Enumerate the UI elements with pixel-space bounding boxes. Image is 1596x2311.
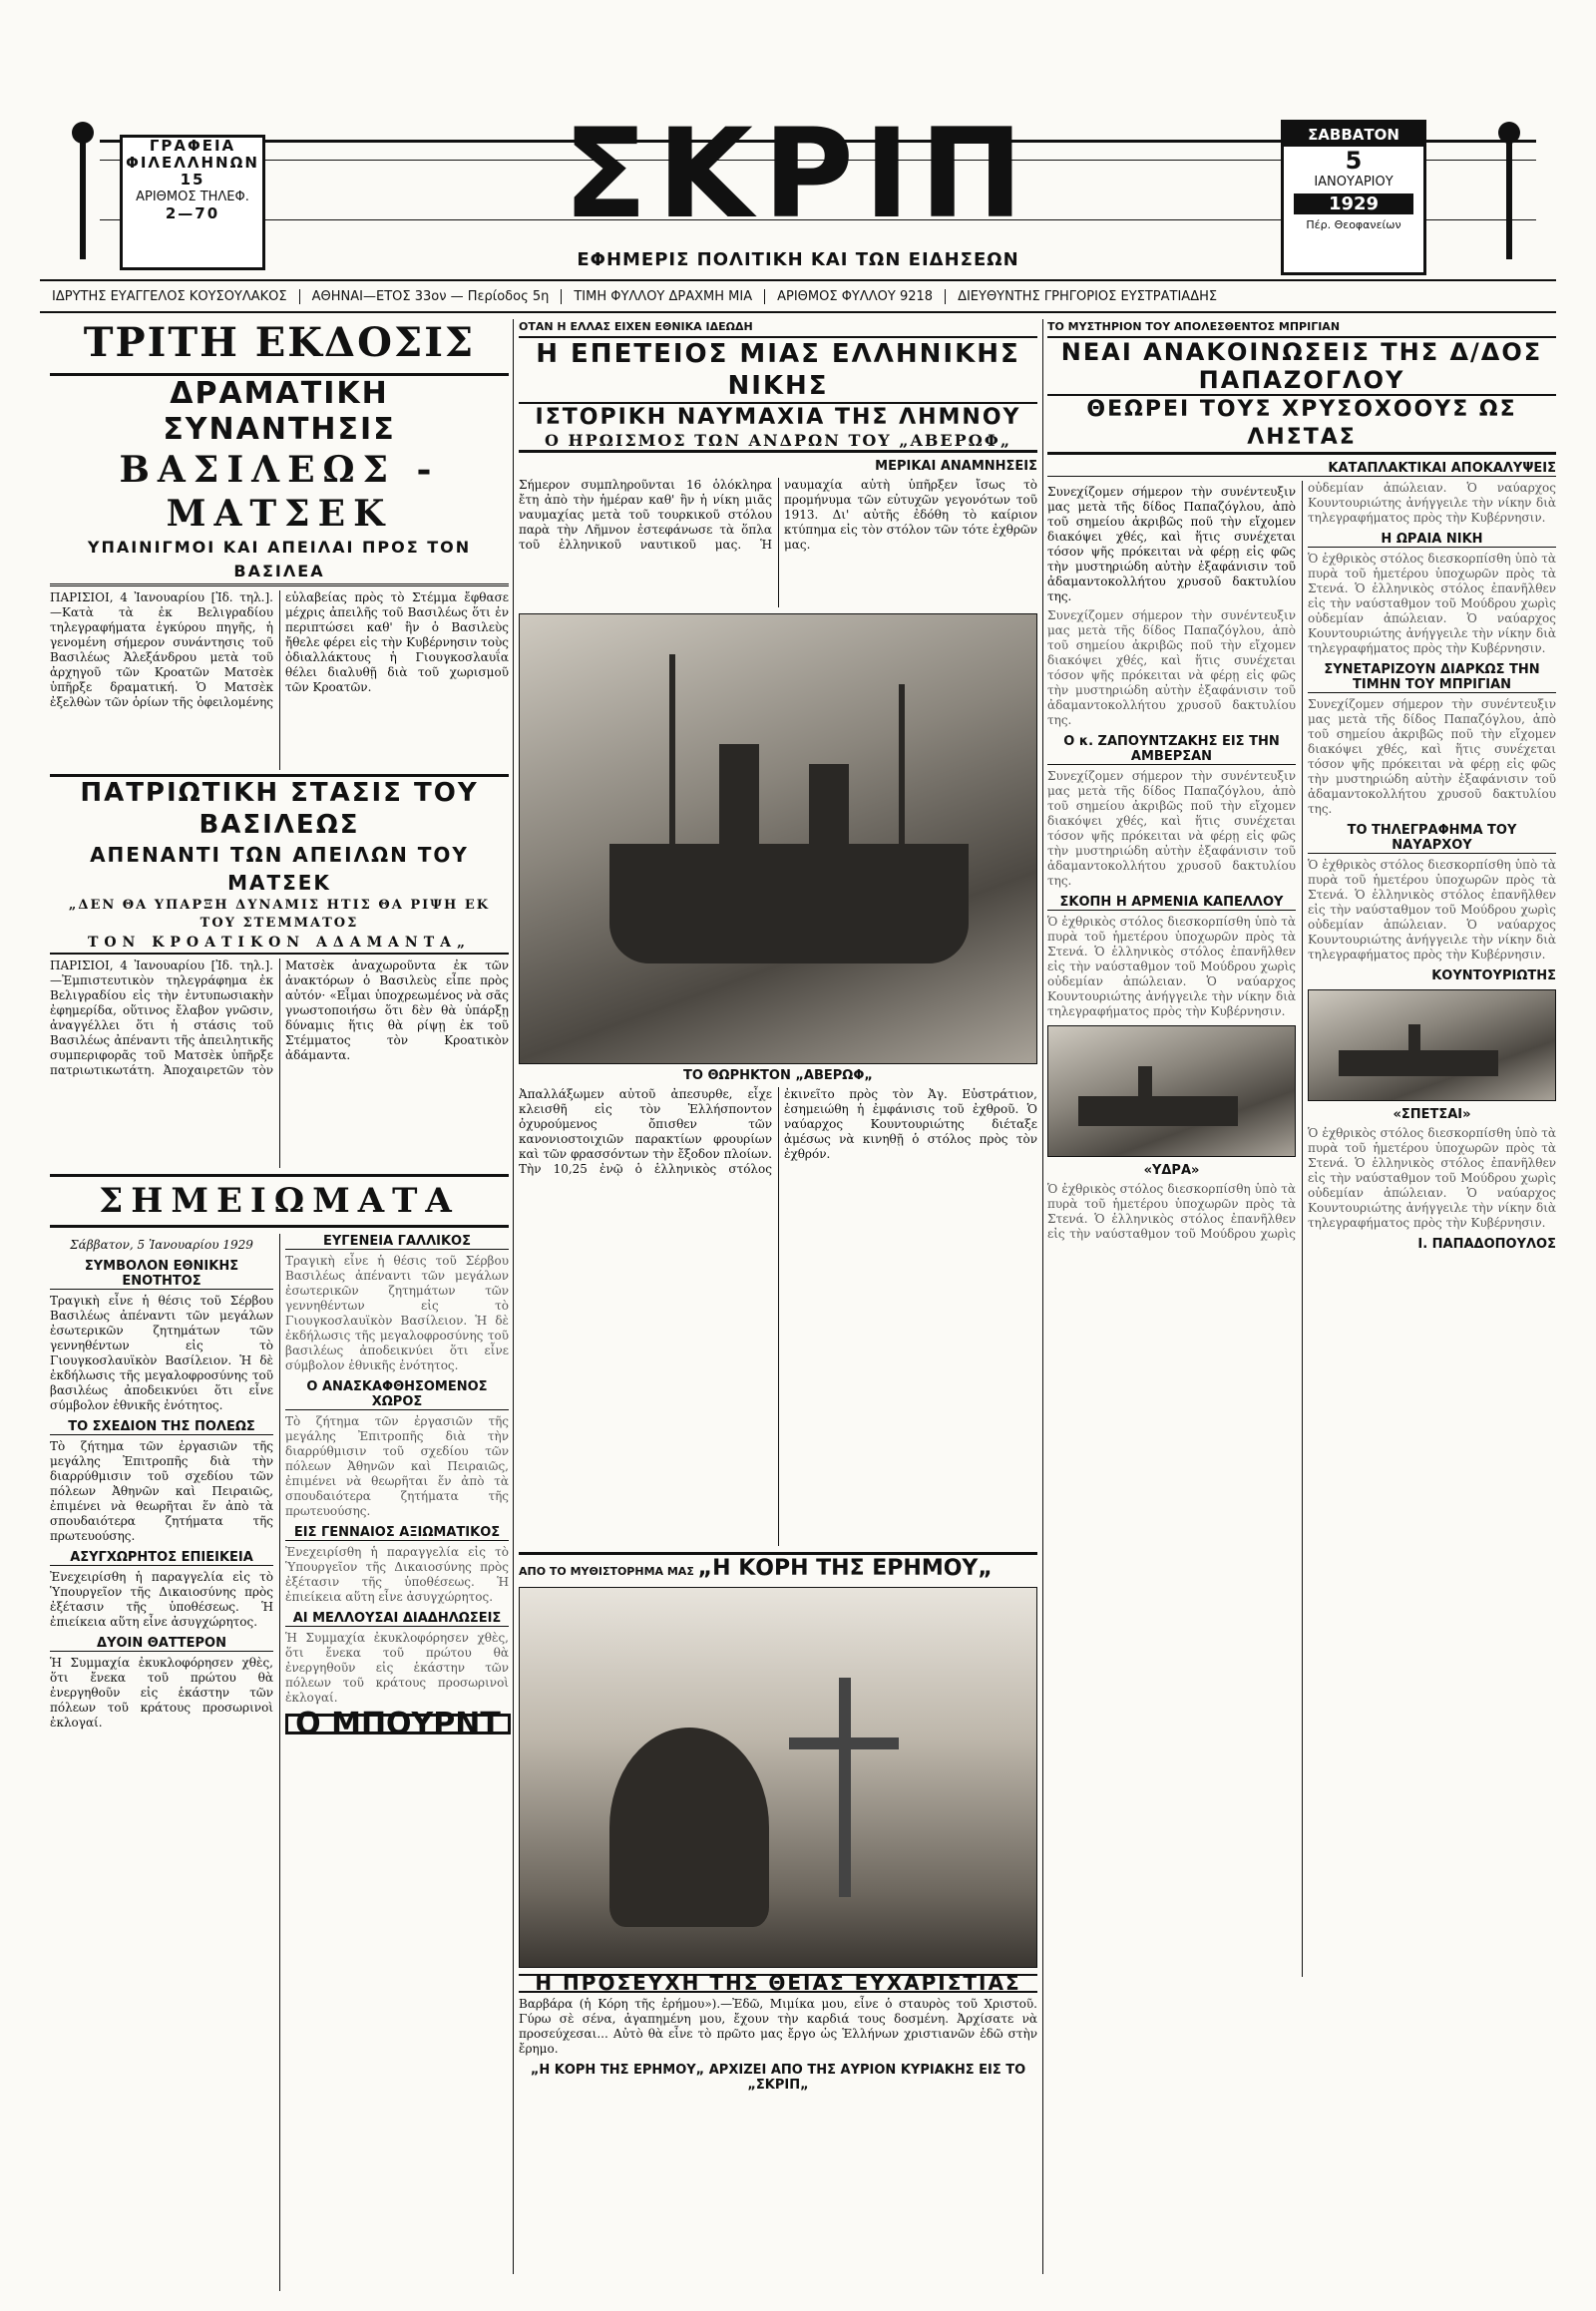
headline-naval-battle: ΙΣΤΟΡΙΚΗ ΝΑΥΜΑΧΙΑ ΤΗΣ ΛΗΜΝΟΥ xyxy=(535,405,1021,430)
article-serial: Βαρβάρα (ἡ Κόρη τῆς ἐρήμου»).—Ἐδῶ, Μιμίκα μου, εἶνε ὁ σταυρὸς τοῦ Χριστοῦ. Γύρω σὲ σένα, ἀγαπημένη μου, ἔχουν τὴν καρδιά τους δοσμένη. Ἀρχίσατε νὰ προσεύχεσαι... Αὐτὸ θὰ εἶνε τὸ πρῶτο μας ἔργο ὡς Ἑλλήνων χριστιανῶν ἐδῶ στὴν ἔρημο. xyxy=(519,1997,1037,2056)
note-title: Ο ΑΝΑΣΚΑΦΘΗΣΟΜΕΝΟΣ ΧΩΡΟΣ xyxy=(285,1379,509,1410)
article-brigian xyxy=(1047,481,1556,1977)
decorative-post-right xyxy=(1506,130,1512,259)
paper-title: ΣΚΡΙΠ xyxy=(563,103,1033,246)
date-month: ΙΑΝΟΥΑΡΙΟΥ xyxy=(1314,175,1394,190)
ship-funnel-shape xyxy=(1138,1066,1152,1096)
article-text: Συνεχίζομεν σήμερον τὴν συνέντευξιν μας μετὰ τῆς δίδος Παπαζόγλου, ἀπὸ τοῦ σημείου ἀκριβῶς ποῦ τὴν εἴχομεν διακόψει χθές, καὶ ἥτις συνέχεται τόσον ψῆς πρόκειται νὰ φέρῃ εἰς φῶς τὴν μυστηριώδη αὐτὴν ἐξαφάνισιν τοῦ ἀδαμαντοκολλήτου χρυσοῦ δακτυλίου της. xyxy=(1047,608,1296,727)
photo-caption-spetsai: «ΣΠΕΤΣΑΙ» xyxy=(1393,1107,1471,1122)
article-text: Συνεχίζομεν σήμερον τὴν συνέντευξιν μας μετὰ τῆς δίδος Παπαζόγλου, ἀπὸ τοῦ σημείου ἀκριβῶς ποῦ τὴν εἴχομεν διακόψει χθές, καὶ ἥτις συνέχεται τόσον ψῆς πρόκειται νὰ φέρῃ εἰς φῶς τὴν μυστηριώδη αὐτὴν ἐξαφάνισιν τοῦ ἀδαμαντοκολλήτου χρυσοῦ δακτυλίου της. xyxy=(1047,485,1296,603)
notes-date: Σάββατον, 5 Ἰανουαρίου 1929 xyxy=(70,1238,253,1252)
date-box xyxy=(1281,120,1426,275)
note-title: ΔΥΟΙΝ ΘΑΤΤΕΡΟΝ xyxy=(50,1636,273,1652)
decorative-post-left xyxy=(80,130,86,259)
office-box-line: 2—70 xyxy=(165,204,220,222)
ship-funnel-shape xyxy=(809,764,849,844)
article-meeting: ΠΑΡΙΣΙΟΙ, 4 Ἰανουαρίου [Ἰδ. τηλ.].—Κατὰ τὰ ἐκ Βελιγραδίου τηλεγραφήματα ἐγκύρου πηγῆς, ἡ γενομένη σήμερον συνάντησις τοῦ Βασιλέως Ἀλεξάνδρου μετὰ τοῦ ἀρχηγοῦ τῶν Κροατῶν Ματσὲκ ὑπῆρξε δραματική. Ὁ Ματσὲκ ἐξελθὼν τῶν ὁρίων τῆς ὀφειλομένης εὐλαβείας πρὸς τὸ Στέμμα ἔφθασε μέχρις ἀπειλῆς τοῦ Βασιλέως ὅτι ἐν περιπτώσει καθ' ἣν ὁ Βασιλεὺς ἤθελε φέρει εἰς τὴν Κυβέρνησιν τοὺς ὀδιαλλάκτους ἡ Γιουγκοσλαυΐα θέλει διαλυθῇ διὰ τοῦ χωρισμοῦ τῶν Κροατῶν. xyxy=(50,590,509,709)
subheading: ΤΟ ΤΗΛΕΓΡΑΦΗΜΑ ΤΟΥ ΝΑΥΑΡΧΟΥ xyxy=(1308,823,1556,854)
office-box-line: ΑΡΙΘΜΟΣ ΤΗΛΕΦ. xyxy=(136,190,249,204)
headline-against-threats: ΑΠΕΝΑΝΤΙ ΤΩΝ ΑΠΕΙΛΩΝ ΤΟΥ ΜΑΤΣΕΚ xyxy=(90,843,469,895)
ship-hull-shape xyxy=(609,844,969,963)
article-text: Ὁ ἐχθρικὸς στόλος διεσκορπίσθη ὑπὸ τὰ πυρὰ τοῦ ἡμετέρου ὑποχωρῶν πρὸς τὰ Στενά. Ὁ ἑλληνικὸς στόλος ἐπανῆλθεν εἰς τὴν ναύσταθμον τοῦ Μούδρου χωρὶς οὐδεμίαν ἀπώλειαν. Ὁ ναύαρχος Κουντουριώτης ἀνήγγειλε τὴν νίκην διὰ τηλεγραφήματος πρὸς τὴν Κυβέρνησιν. xyxy=(1308,858,1556,962)
headline-heroism: Ο ΗΡΩΙΣΜΟΣ ΤΩΝ ΑΝΔΡΩΝ ΤΟΥ „ΑΒΕΡΩΦ„ xyxy=(519,432,1037,453)
kicker: ΤΟ ΜΥΣΤΗΡΙΟΝ ΤΟΥ ΑΠΟΛΕΣΘΕΝΤΟΣ ΜΠΡΙΓΙΑΝ xyxy=(1047,319,1556,338)
subheading-memories: ΜΕΡΙΚΑΙ ΑΝΑΜΝΗΣΕΙΣ xyxy=(875,459,1037,474)
kicker: ΟΤΑΝ Η ΕΛΛΑΣ ΕΙΧΕΝ ΕΘΝΙΚΑ ΙΔΕΩΔΗ xyxy=(519,319,1037,338)
issue-number: ΑΡΙΘΜΟΣ ΦΥΛΛΟΥ 9218 xyxy=(765,289,946,304)
price: ΤΙΜΗ ΦΥΛΛΟΥ ΔΡΑΧΜΗ ΜΙΑ xyxy=(562,289,765,304)
note-text: Ἡ Συμμαχία ἐκυκλοφόρησεν χθὲς, ὅτι ἔνεκα τοῦ πρώτου θὰ ἐνεργηθοῦν εἰς ἑκάστην τῶν πόλεων τοῦ κράτους προσωρινοὶ ἐκλογαί. xyxy=(285,1631,509,1705)
edition-heading: ΤΡΙΤΗ ΕΚΔΟΣΙΣ xyxy=(50,319,509,376)
figure-shape xyxy=(609,1728,769,1927)
serial-announcement: „Η ΚΟΡΗ ΤΗΣ ΕΡΗΜΟΥ„ ΑΡΧΙΖΕΙ ΑΠΟ ΤΗΣ ΑΥΡΙΟΝ ΚΥΡΙΑΚΗΣ ΕΙΣ ΤΟ „ΣΚΡΙΠ„ xyxy=(530,2063,1026,2093)
author-signature: Ι. ΠΑΠΑΔΟΠΟΥΛΟΣ xyxy=(1417,1237,1556,1252)
note-title: ΤΟ ΣΧΕΔΙΟΝ ΤΗΣ ΠΟΛΕΩΣ xyxy=(50,1419,273,1435)
notes-columns xyxy=(50,1234,509,2291)
note-text: Τραγικὴ εἶνε ἡ θέσις τοῦ Σέρβου Βασιλέως ἀπέναντι τῶν μεγάλων ἐσωτερικῶν ζητημάτων τῶν γεννηθέντων εἰς τὸ Γιουγκοσλαυϊκὸν Βασίλειον. Ἡ δὲ ἐκδήλωσις τῆς μεγαλοφροσύνης τοῦ βασιλέως ἀποδεικνύει ὅτι εἶνε σύμβολον ἐθνικῆς ἐνότητος. xyxy=(285,1254,509,1372)
note-text: Τὸ ζήτημα τῶν ἐργασιῶν τῆς μεγάλης Ἐπιτροπῆς διὰ τὴν διαρρύθμισιν τοῦ σχεδίου τῶν πόλεων Ἀθηνῶν καὶ Πειραιῶς, ἐπιμένει νὰ θεωρῆται ἕν ἀπὸ τὰ σπουδαιότερα ζητήματα τῆς πρωτευούσης. xyxy=(285,1414,509,1518)
office-box-line: ΦΙΛΕΛΛΗΝΩΝ 15 xyxy=(126,154,259,189)
ship-shape xyxy=(1339,1050,1498,1076)
note-text: Τραγικὴ εἶνε ἡ θέσις τοῦ Σέρβου Βασιλέως ἀπέναντι τῶν μεγάλων ἐσωτερικῶν ζητημάτων τῶν γεννηθέντων εἰς τὸ Γιουγκοσλαυϊκὸν Βασίλειον. Ἡ δὲ ἐκδήλωσις τῆς μεγαλοφροσύνης τοῦ βασιλέως ἀποδεικνύει ὅτι εἶνε σύμβολον ἐθνικῆς ἐνότητος. xyxy=(50,1294,273,1412)
subheading-revelations: ΚΑΤΑΠΛΑΚΤΙΚΑΙ ΑΠΟΚΑΛΥΨΕΙΣ xyxy=(1047,461,1556,477)
notes-heading: ΣΗΜΕΙΩΜΑΤΑ xyxy=(50,1174,509,1228)
headline-announcements: ΝΕΑΙ ΑΝΑΚΟΙΝΩΣΕΙΣ ΤΗΣ Δ/ΔΟΣ ΠΑΠΑΖΟΓΛΟΥ xyxy=(1047,338,1556,396)
office-box xyxy=(120,135,265,270)
headline-threats: ΥΠΑΙΝΙΓΜΟΙ ΚΑΙ ΑΠΕΙΛΑΙ ΠΡΟΣ ΤΟΝ ΒΑΣΙΛΕΑ xyxy=(50,536,509,586)
signature-admiral: ΚΟΥΝΤΟΥΡΙΩΤΗΣ xyxy=(1431,968,1556,983)
info-strip xyxy=(40,279,1556,313)
paper-subtitle: ΕΦΗΜΕΡΙΣ ΠΟΛΙΤΙΚΗ ΚΑΙ ΤΩΝ ΕΙΔΗΣΕΩΝ xyxy=(577,249,1019,270)
column-rule xyxy=(1042,319,1043,2274)
subheading: ΣΥΝΕΤΑΡΙΖΟΥΝ ΔΙΑΡΚΩΣ ΤΗΝ ΤΙΜΗΝ ΤΟΥ ΜΠΡΙΓΙΑΝ xyxy=(1308,662,1556,693)
year-period: ΑΘΗΝΑΙ—ΕΤΟΣ 33ον — Περίοδος 5η xyxy=(300,289,563,304)
article-text: Ὁ ἐχθρικὸς στόλος διεσκορπίσθη ὑπὸ τὰ πυρὰ τοῦ ἡμετέρου ὑποχωρῶν πρὸς τὰ Στενά. Ὁ ἑλληνικὸς στόλος ἐπανῆλθεν εἰς τὴν ναύσταθμον τοῦ Μούδρου χωρὶς οὐδεμίαν ἀπώλειαν. Ὁ ναύαρχος Κουντουριώτης ἀνήγγειλε τὴν νίκην διὰ τηλεγραφήματος πρὸς τὴν Κυβέρνησιν. xyxy=(1047,915,1296,1018)
photo-spetsai xyxy=(1308,989,1556,1101)
headline-king-matsek: ΒΑΣΙΛΕΩΣ - ΜΑΤΣΕΚ xyxy=(119,449,440,535)
masthead xyxy=(60,100,1536,279)
office-box-line: ΓΡΑΦΕΙΑ xyxy=(149,137,236,155)
subheading: Η ΩΡΑΙΑ ΝΙΚΗ xyxy=(1308,532,1556,548)
cross-shape xyxy=(839,1678,851,1897)
article-text: Συνεχίζομεν σήμερον τὴν συνέντευξιν μας μετὰ τῆς δίδος Παπαζόγλου, ἀπὸ τοῦ σημείου ἀκριβῶς ποῦ τὴν εἴχομεν διακόψει χθές, καὶ ἥτις συνέχεται τόσον ψῆς πρόκειται νὰ φέρῃ εἰς φῶς τὴν μυστηριώδη αὐτὴν ἐξαφάνισιν τοῦ ἀδαμαντοκολλήτου χρυσοῦ δακτυλίου της. xyxy=(1308,697,1556,816)
ship-mast-shape xyxy=(899,684,905,844)
director: ΔΙΕΥΘΥΝΤΗΣ ΓΡΗΓΟΡΙΟΣ ΕΥΣΤΡΑΤΙΑΔΗΣ xyxy=(958,288,1218,304)
ship-funnel-shape xyxy=(719,744,759,844)
photo-serial xyxy=(519,1587,1037,1968)
article-battle: Σήμερον συμπληροῦνται 16 ὁλόκληρα ἔτη ἀπὸ τὴν ἡμέραν καθ' ἣν ἡ νίκη μιᾶς ναυμαχίας μετὰ τοῦ τουρκικοῦ στόλου παρὰ τὴν Λῆμνον ἐστεφάνωσε τὰ ὅπλα τοῦ ἑλληνικοῦ ναυτικοῦ μας. Ἡ ναυμαχία αὐτὴ ὑπῆρξεν ἴσως τὸ προμήνυμα τῶν εὐτυχῶν γεγονότων τοῦ 1913. Δι' αὐτῆς ἐδόθη τὸ καίριον κτύπημα εἰς τὸν στόλον τῶν τότε ἐχθρῶν μας. xyxy=(519,478,1037,552)
ship-funnel-shape xyxy=(1408,1024,1420,1050)
date-day: ΣΑΒΒΑΤΟΝ xyxy=(1284,123,1423,147)
cross-shape xyxy=(789,1737,899,1749)
photo-ydra xyxy=(1047,1025,1296,1157)
serial-header xyxy=(519,1552,1037,1583)
note-title: ΑΙ ΜΕΛΛΟΥΣΑΙ ΔΙΑΔΗΛΩΣΕΙΣ xyxy=(285,1611,509,1627)
column-middle xyxy=(519,319,1037,2095)
headline-meeting: ΔΡΑΜΑΤΙΚΗ ΣΥΝΑΝΤΗΣΙΣ xyxy=(163,376,396,447)
headline-prayer: Η ΠΡΟΣΕΥΧΗ ΤΗΣ ΘΕΙΑΣ ΕΥΧΑΡΙΣΤΙΑΣ xyxy=(519,1974,1037,1993)
headline-anniversary: Η ΕΠΕΤΕΙΟΣ ΜΙΑΣ ΕΛΛΗΝΙΚΗΣ ΝΙΚΗΣ xyxy=(519,338,1037,404)
subheading: ΣΚΟΠΗ Η ΑΡΜΕΝΙΑ ΚΑΠΕΛΛΟΥ xyxy=(1047,895,1296,911)
headline-goldsmiths: ΘΕΩΡΕΙ ΤΟΥΣ ΧΡΥΣΟΧΟΟΥΣ ΩΣ ΛΗΣΤΑΣ xyxy=(1047,396,1556,455)
article-patriotic: ΠΑΡΙΣΙΟΙ, 4 Ἰανουαρίου [Ἰδ. τηλ.].—Ἐμπιστευτικὸν τηλεγράφημα ἐκ Βελιγραδίου εἰς τὴν ἐντυπωσιακὴν ἐφημερίδα, οὕτινος ἔλαβον γνῶσιν, ἀναγγέλλει ὅτι ἡ στάσις τοῦ Βασιλέως ἀπέναντι τῆς ἀπειλητικῆς συμπεριφορᾶς τοῦ Ματσὲκ ὑπῆρξε πατριωτικωτάτη. Ἀποχαιρετῶν τὸν Ματσὲκ ἀναχωροῦντα ἐκ τῶν ἀνακτόρων ὁ Βασιλεὺς εἶπε πρὸς αὐτόν· «Εἶμαι ὑποχρεωμένος νὰ σᾶς γνωστοποιήσω ὅτι δὲν θὰ ὑπάρξῃ δύναμις ἥτις θὰ ρίψῃ ἐκ τοῦ Στέμματος τὸν Κροατικὸν ἀδάμαντα. xyxy=(50,959,509,1077)
headline-quote-2: ΤΟΝ ΚΡΟΑΤΙΚΟΝ ΑΔΑΜΑΝΤΑ„ xyxy=(50,933,509,955)
note-text: Τὸ ζήτημα τῶν ἐργασιῶν τῆς μεγάλης Ἐπιτροπῆς διὰ τὴν διαρρύθμισιν τοῦ σχεδίου τῶν πόλεων Ἀθηνῶν καὶ Πειραιῶς, ἐπιμένει νὰ θεωρῆται ἕν ἀπὸ τὰ σπουδαιότερα ζητήματα τῆς πρωτευούσης. xyxy=(50,1439,273,1543)
article-text: Ὁ ἐχθρικὸς στόλος διεσκορπίσθη ὑπὸ τὰ πυρὰ τοῦ ἡμετέρου ὑποχωρῶν πρὸς τὰ Στενά. Ὁ ἑλληνικὸς στόλος ἐπανῆλθεν εἰς τὴν ναύσταθμον τοῦ Μούδρου χωρὶς οὐδεμίαν ἀπώλειαν. Ὁ ναύαρχος Κουντουριώτης ἀνήγγειλε τὴν νίκην διὰ τηλεγραφήματος πρὸς τὴν Κυβέρνησιν. xyxy=(1047,481,1556,1241)
photo-caption-ydra: «ΥΔΡΑ» xyxy=(1143,1163,1200,1178)
date-year: 1929 xyxy=(1294,193,1413,214)
date-extra: Πέρ. Θεοφανείων xyxy=(1306,218,1401,231)
article-text: Συνεχίζομεν σήμερον τὴν συνέντευξιν μας μετὰ τῆς δίδος Παπαζόγλου, ἀπὸ τοῦ σημείου ἀκριβῶς ποῦ τὴν εἴχομεν διακόψει χθές, καὶ ἥτις συνέχεται τόσον ψῆς πρόκειται νὰ φέρῃ εἰς φῶς τὴν μυστηριώδη αὐτὴν ἐξαφάνισιν τοῦ ἀδαμαντοκολλήτου χρυσοῦ δακτυλίου της. xyxy=(1047,769,1296,888)
photo-caption-averof: ΤΟ ΘΩΡΗΚΤΟΝ „ΑΒΕΡΩΦ„ xyxy=(683,1068,873,1083)
subheading: Ο κ. ΖΑΠΟΥΝΤΖΑΚΗΣ ΕΙΣ ΤΗΝ ΑΜΒΕΡΣΑΝ xyxy=(1047,734,1296,765)
note-title: ΕΙΣ ΓΕΝΝΑΙΟΣ ΑΞΙΩΜΑΤΙΚΟΣ xyxy=(285,1525,509,1541)
note-title: ΑΣΥΓΧΩΡΗΤΟΣ ΕΠΙΕΙΚΕΙΑ xyxy=(50,1550,273,1566)
article-text: Ὁ ἐχθρικὸς στόλος διεσκορπίσθη ὑπὸ τὰ πυρὰ τοῦ ἡμετέρου ὑποχωρῶν πρὸς τὰ Στενά. Ὁ ἑλληνικὸς στόλος ἐπανῆλθεν εἰς τὴν ναύσταθμον τοῦ Μούδρου χωρὶς οὐδεμίαν ἀπώλειαν. Ὁ ναύαρχος Κουντουριώτης ἀνήγγειλε τὴν νίκην διὰ τηλεγραφήματος πρὸς τὴν Κυβέρνησιν. xyxy=(1308,1126,1556,1230)
article-text: Ὁ ἐχθρικὸς στόλος διεσκορπίσθη ὑπὸ τὰ πυρὰ τοῦ ἡμετέρου ὑποχωρῶν πρὸς τὰ Στενά. Ὁ ἑλληνικὸς στόλος ἐπανῆλθεν εἰς τὴν ναύσταθμον τοῦ Μούδρου χωρὶς οὐδεμίαν ἀπώλειαν. Ὁ ναύαρχος Κουντουριώτης ἀνήγγειλε τὴν νίκην διὰ τηλεγραφήματος πρὸς τὴν Κυβέρνησιν. xyxy=(1308,552,1556,655)
serial-kicker: ΑΠΟ ΤΟ ΜΥΘΙΣΤΟΡΗΜΑ ΜΑΣ xyxy=(519,1565,694,1578)
founder: ΙΔΡΥΤΗΣ ΕΥΑΓΓΕΛΟΣ ΚΟΥΣΟΥΛΑΚΟΣ xyxy=(40,289,300,304)
note-text: Ἐνεχειρίσθη ἡ παραγγελία εἰς τὸ Ὑπουργεῖον τῆς Δικαιοσύνης πρὸς ἐξέτασιν τῆς ὑποθέσεως. Ἡ ἐπιείκεια αὕτη εἶνε ἀσυγχώρητος. xyxy=(50,1570,273,1629)
note-title-bourne: Ο ΜΠΟΥΡΝΤ xyxy=(285,1714,511,1734)
photo-averof xyxy=(519,613,1037,1064)
serial-title: „Η ΚΟΡΗ ΤΗΣ ΕΡΗΜΟΥ„ xyxy=(697,1556,993,1581)
headline-patriotic: ΠΑΤΡΙΩΤΙΚΗ ΣΤΑΣΙΣ ΤΟΥ ΒΑΣΙΛΕΩΣ xyxy=(50,774,509,841)
article-battle-continued: Ἀπαλλάξωμεν αὐτοῦ ἀπεσυρθε, εἶχε κλεισθῆ εἰς τὸν Ἑλλήσποντον ὀχυρούμενος ὄπισθεν τῶν κανονιοστοιχιῶν παρακτίων φρουρίων καὶ τῶν φρασσόντων τὴν ἔξοδον πλοίων. Τὴν 10,25 ἐνῷ ὁ ἑλληνικὸς στόλος ἐκινεῖτο πρὸς τὸν Ἀγ. Εὐστράτιον, ἐσημειώθη ἡ ἐμφάνισις τοῦ ἐχθροῦ. Ὁ ναύαρχος Κουντουριώτης διέταξε ἀμέσως νὰ κινηθῇ ὁ στόλος πρὸς τὸν ἐχθρόν. xyxy=(519,1087,1037,1176)
column-right xyxy=(1047,319,1556,1977)
column-rule xyxy=(513,319,514,2274)
column-left xyxy=(50,319,509,2291)
date-num: 5 xyxy=(1345,147,1363,175)
ship-mast-shape xyxy=(669,654,675,844)
headline-quote: „ΔΕΝ ΘΑ ΥΠΑΡΞΗ ΔΥΝΑΜΙΣ ΗΤΙΣ ΘΑ ΡΙΨΗ ΕΚ ΤΟΥ ΣΤΕΜΜΑΤΟΣ xyxy=(68,898,491,931)
note-title: ΕΥΓΕΝΕΙΑ ΓΑΛΛΙΚΟΣ xyxy=(285,1234,509,1250)
note-text: Ἡ Συμμαχία ἐκυκλοφόρησεν χθὲς, ὅτι ἔνεκα τοῦ πρώτου θὰ ἐνεργηθοῦν εἰς ἑκάστην τῶν πόλεων τοῦ κράτους προσωρινοὶ ἐκλογαί. xyxy=(50,1656,273,1730)
ship-shape xyxy=(1078,1096,1238,1126)
note-text: Ἐνεχειρίσθη ἡ παραγγελία εἰς τὸ Ὑπουργεῖον τῆς Δικαιοσύνης πρὸς ἐξέτασιν τῆς ὑποθέσεως. Ἡ ἐπιείκεια αὕτη εἶνε ἀσυγχώρητος. xyxy=(285,1545,509,1604)
note-title: ΣΥΜΒΟΛΟΝ ΕΘΝΙΚΗΣ ΕΝΟΤΗΤΟΣ xyxy=(50,1259,273,1290)
